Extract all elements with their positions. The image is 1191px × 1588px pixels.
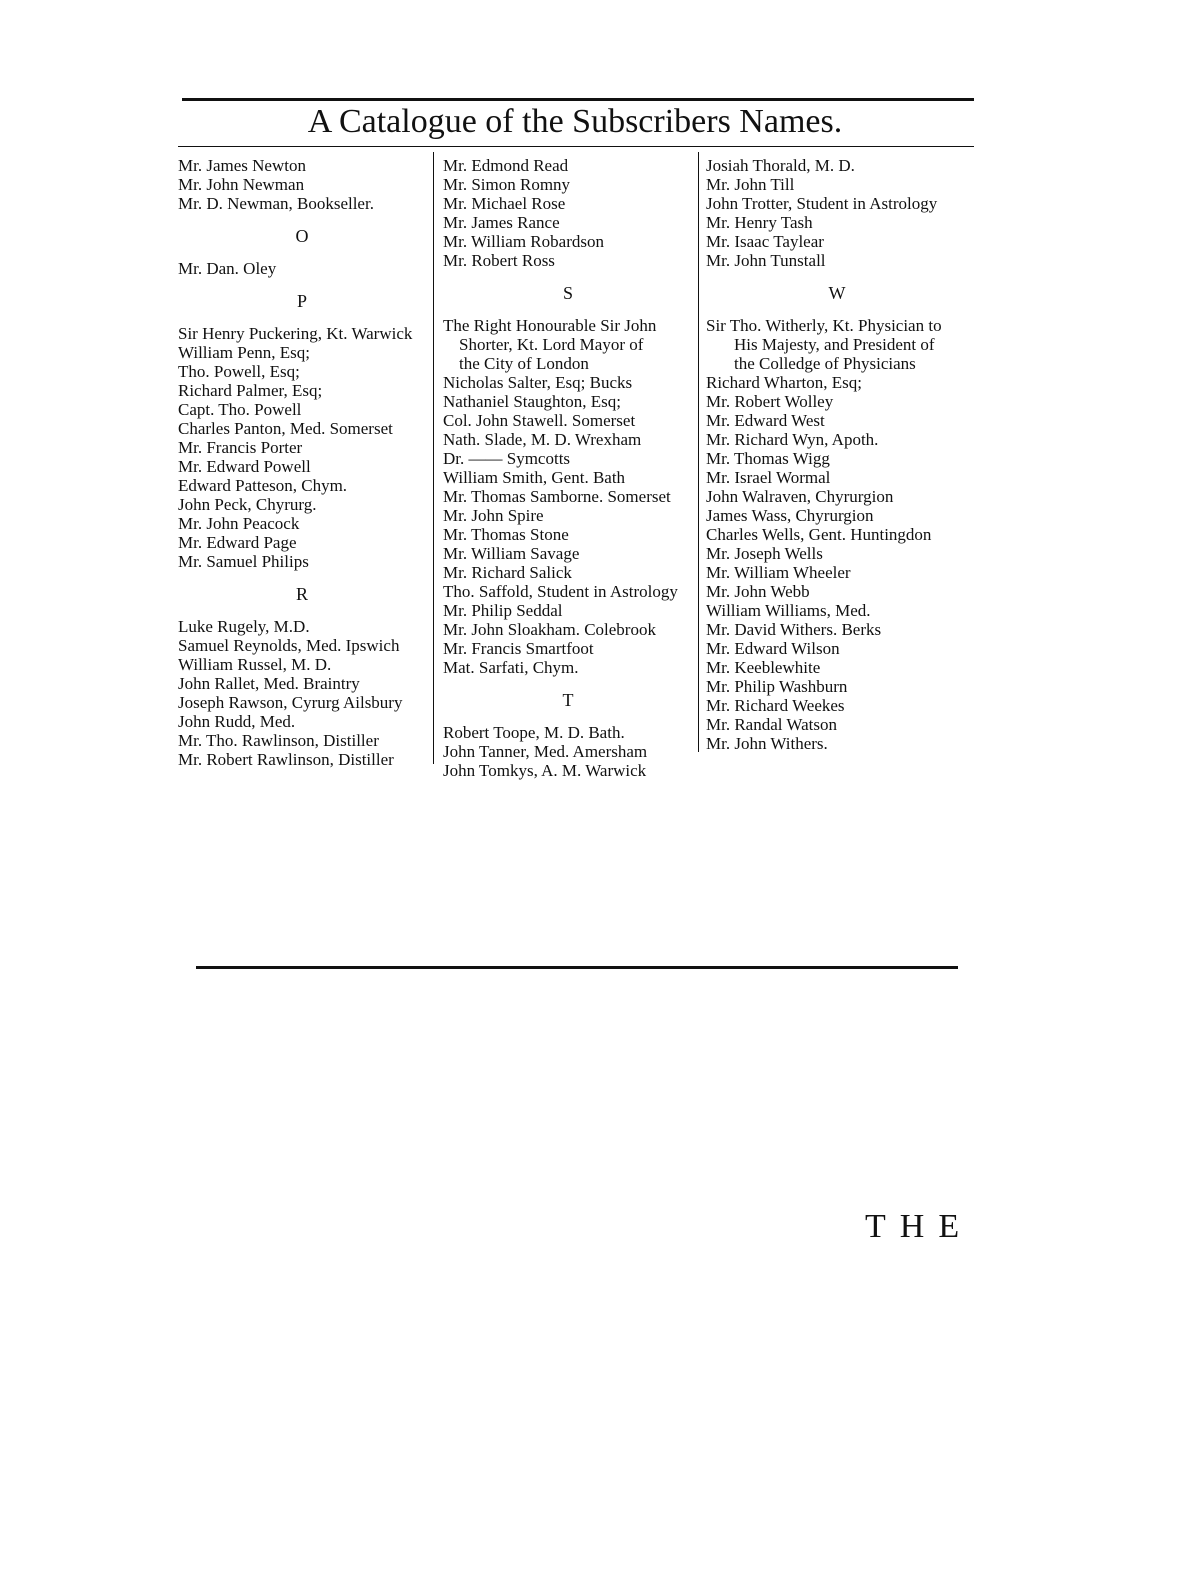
section-letter: R [295, 584, 308, 604]
column-3 [706, 156, 968, 753]
subscriber-entry: Robert Toope, M. D. Bath. [443, 723, 625, 742]
subscriber-entry: William Williams, Med. [706, 601, 871, 620]
subscriber-entry: Nath. Slade, M. D. Wrexham [443, 430, 642, 449]
subscriber-entry: Mr. Richard Salick [443, 563, 572, 582]
subscriber-entry: Mr. Joseph Wells [706, 544, 823, 563]
subscriber-entry: Tho. Saffold, Student in Astrology [443, 582, 678, 601]
subscriber-entry: Mr. Philip Seddal [443, 601, 563, 620]
subscriber-entry: Col. John Stawell. Somerset [443, 411, 636, 430]
subscriber-entry: Mr. Keeblewhite [706, 658, 821, 677]
subscriber-entry: The Right Honourable Sir John [443, 316, 657, 335]
subscriber-entry: Mr. John Till [706, 175, 795, 194]
subscriber-entry: Josiah Thorald, M. D. [706, 156, 855, 175]
subscriber-entry: Charles Panton, Med. Somerset [178, 419, 393, 438]
subscriber-entry: Mr. William Savage [443, 544, 580, 563]
subscriber-entry: Mr. Edward Wilson [706, 639, 840, 658]
bottom-rule [196, 966, 958, 969]
subscriber-entry: the Colledge of Physicians [734, 354, 916, 373]
subscriber-entry: Mr. Isaac Taylear [706, 232, 824, 251]
subscriber-entry: Mr. Randal Watson [706, 715, 838, 734]
subscriber-entry: James Wass, Chyrurgion [706, 506, 874, 525]
subscriber-entry: Mr. John Sloakham. Colebrook [443, 620, 656, 639]
subscriber-entry: Mr. William Wheeler [706, 563, 851, 582]
page-title: A Catalogue of the Subscribers Names. [307, 103, 843, 140]
subscriber-entry: John Rudd, Med. [178, 712, 296, 731]
section-letter: T [562, 690, 574, 710]
section-letter: W [828, 283, 846, 303]
subscriber-entry: Mr. Edward Powell [178, 457, 311, 476]
subscriber-entry: Mr. Robert Ross [443, 251, 555, 270]
catchword: THE [865, 1208, 974, 1245]
section-letter: S [562, 283, 573, 303]
subscriber-entry: Mr. Edward West [706, 411, 825, 430]
subscriber-entry: Mr. Philip Washburn [706, 677, 848, 696]
subscriber-entry: William Penn, Esq; [178, 343, 310, 362]
subscriber-entry: Mr. John Spire [443, 506, 544, 525]
subscriber-entry: Mr. James Rance [443, 213, 560, 232]
subscriber-entry: William Smith, Gent. Bath [443, 468, 626, 487]
subscriber-entry: Mr. Thomas Samborne. Somerset [443, 487, 671, 506]
subscriber-entry: Mr. Henry Tash [706, 213, 813, 232]
subscriber-entry: Mr. Dan. Oley [178, 259, 277, 278]
subscriber-entry: Mr. Robert Rawlinson, Distiller [178, 750, 394, 769]
subscriber-entry: Shorter, Kt. Lord Mayor of [459, 335, 644, 354]
subscriber-entry: Mr. Richard Wyn, Apoth. [706, 430, 879, 449]
subscriber-entry: His Majesty, and President of [734, 335, 935, 354]
subscriber-entry: Capt. Tho. Powell [178, 400, 302, 419]
subscriber-entry: John Walraven, Chyrurgion [706, 487, 894, 506]
subscriber-entry: Edward Patteson, Chym. [178, 476, 348, 495]
subscriber-entry: Mat. Sarfati, Chym. [443, 658, 579, 677]
subscriber-entry: John Tanner, Med. Amersham [443, 742, 648, 761]
subscriber-entry: Mr. John Newman [178, 175, 305, 194]
subscriber-entry: Mr. James Newton [178, 156, 306, 175]
subscriber-entry: Dr. —— Symcotts [443, 449, 571, 468]
subscriber-entry: Nathaniel Staughton, Esq; [443, 392, 622, 411]
subscriber-entry: Joseph Rawson, Cyrurg Ailsbury [178, 693, 403, 712]
column-divider [433, 152, 434, 764]
section-letter: P [296, 291, 307, 311]
subscriber-entry: Mr. John Tunstall [706, 251, 826, 270]
subscriber-entry: Sir Tho. Witherly, Kt. Physician to [706, 316, 942, 335]
subscriber-entry: Richard Wharton, Esq; [706, 373, 862, 392]
subscriber-entry: the City of London [459, 354, 589, 373]
subscriber-entry: Sir Henry Puckering, Kt. Warwick [178, 324, 413, 343]
subscriber-entry: Mr. D. Newman, Bookseller. [178, 194, 374, 213]
section-letter: O [295, 226, 309, 246]
subscriber-entry: Luke Rugely, M.D. [178, 617, 310, 636]
column-2 [443, 156, 693, 780]
title-underline [178, 146, 974, 147]
subscriber-entry: Nicholas Salter, Esq; Bucks [443, 373, 633, 392]
subscriber-entry: Mr. John Peacock [178, 514, 300, 533]
subscriber-entry: Mr. Thomas Wigg [706, 449, 830, 468]
subscriber-entry: Mr. David Withers. Berks [706, 620, 882, 639]
subscriber-entry: Mr. Michael Rose [443, 194, 566, 213]
subscriber-entry: Mr. Francis Porter [178, 438, 303, 457]
subscriber-entry: Charles Wells, Gent. Huntingdon [706, 525, 932, 544]
subscriber-entry: Mr. Edmond Read [443, 156, 569, 175]
subscriber-entry: John Rallet, Med. Braintry [178, 674, 360, 693]
subscriber-entry: Mr. Francis Smartfoot [443, 639, 594, 658]
column-divider [698, 152, 699, 752]
subscriber-entry: Mr. Richard Weekes [706, 696, 845, 715]
subscriber-entry: Tho. Powell, Esq; [178, 362, 300, 381]
subscriber-entry: Mr. Samuel Philips [178, 552, 309, 571]
subscriber-entry: William Russel, M. D. [178, 655, 332, 674]
subscriber-entry: Mr. Simon Romny [443, 175, 571, 194]
column-1 [178, 156, 426, 769]
subscriber-entry: Samuel Reynolds, Med. Ipswich [178, 636, 400, 655]
subscriber-entry: Mr. John Webb [706, 582, 810, 601]
subscriber-entry: John Tomkys, A. M. Warwick [443, 761, 647, 780]
subscriber-entry: Richard Palmer, Esq; [178, 381, 323, 400]
subscriber-entry: Mr. Edward Page [178, 533, 297, 552]
subscriber-entry: John Trotter, Student in Astrology [706, 194, 938, 213]
subscriber-entry: John Peck, Chyrurg. [178, 495, 317, 514]
subscriber-entry: Mr. William Robardson [443, 232, 604, 251]
subscriber-entry: Mr. John Withers. [706, 734, 828, 753]
subscriber-entry: Mr. Thomas Stone [443, 525, 569, 544]
subscriber-entry: Mr. Robert Wolley [706, 392, 834, 411]
subscriber-entry: Mr. Tho. Rawlinson, Distiller [178, 731, 379, 750]
subscriber-entry: Mr. Israel Wormal [706, 468, 831, 487]
